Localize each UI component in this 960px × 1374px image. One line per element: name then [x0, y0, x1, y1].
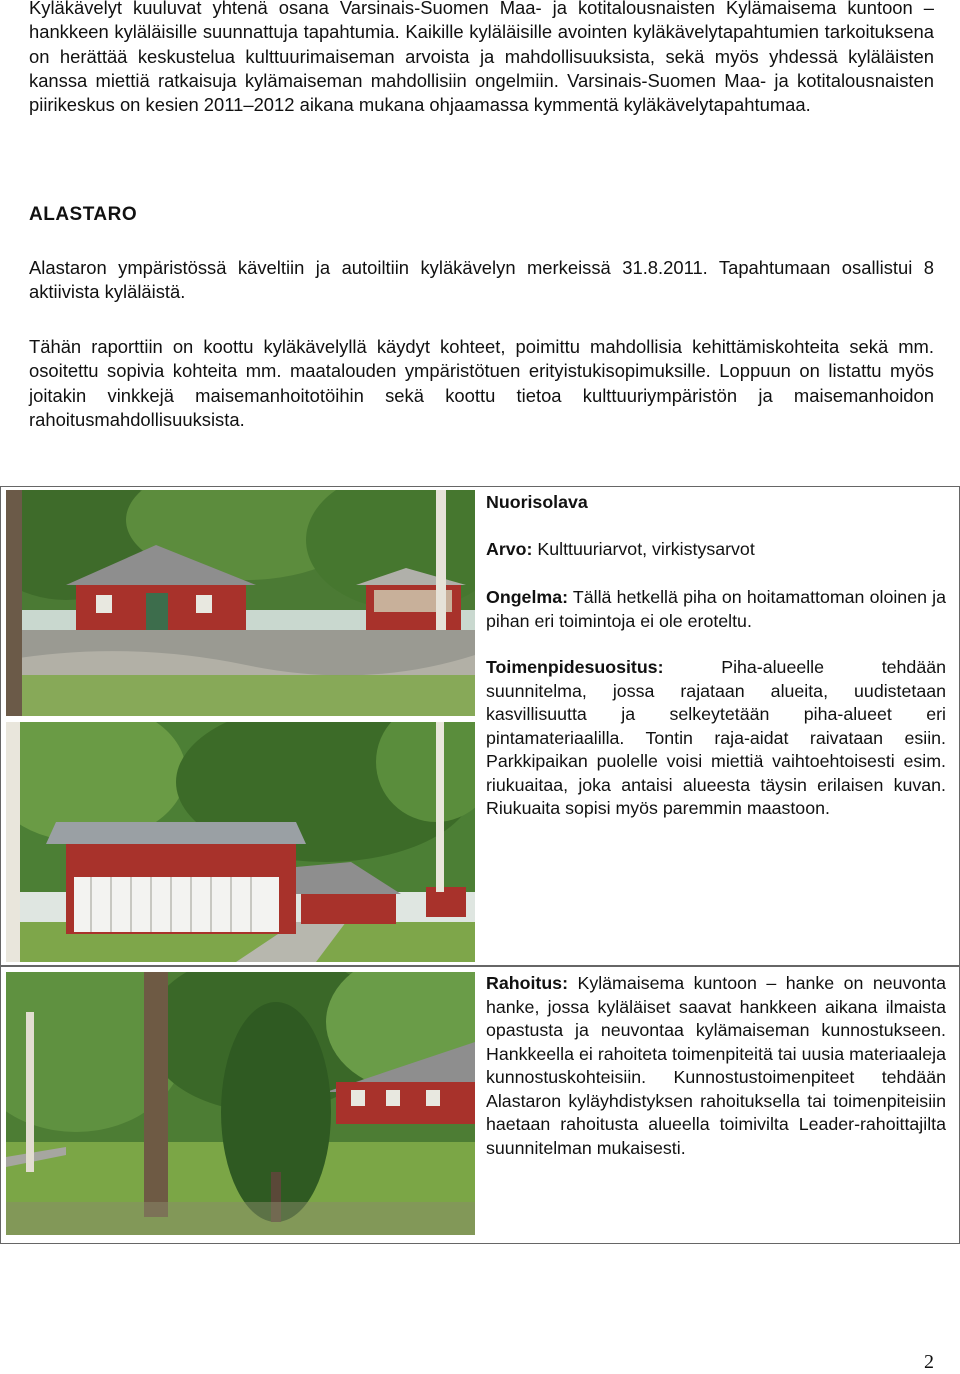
rahoitus-text: Kylämaisema kuntoon – hanke on neuvonta hanke, jossa kyläläiset saavat hankkeen aikana ilmaista opastusta ja neuvontaa kylämaiseman kunnostukseen. Hankkeella ei rahoiteta toimenpiteitä tai uusia materiaaleja kunnostuskohteisiin. Kunnostustoimenpiteet tehdään Alastaron kyläyhdistyksen rahoituksella tai toimenpiteisiin haetaan rahoitusta alueella toimivilta Leader-rahoittajilta suunnitelman mukaisesti. — [486, 973, 946, 1158]
ongelma-label: Ongelma: — [486, 587, 569, 607]
photo-nuorisolava-yard — [6, 490, 475, 716]
intro-paragraph: Kyläkävelyt kuuluvat yhtenä osana Varsinais-Suomen Maa- ja kotitalousnaisten Kylämaisema kuntoon – hankkeen kyläläisille suunnattuja tapahtumia. Kaikille kyläläisille avointen kyläkävelytapahtumien tarkoituksena on herättää keskustelua kulttuurimaiseman arvoista ja mahdollisuuksista, sekä myös yhdessä kyläläisten kanssa miettiä ratkaisuja kylämaiseman mahdollisiin ongelmiin. Varsinais-Suomen Maa- ja kotitalousnaisten piirikeskus on kesien 2011–2012 aikana mukana ohjaamassa kymmentä kyläkävelytapahtumaa. — [29, 0, 934, 116]
site-funding — [486, 972, 946, 1160]
toimen-label: Toimenpidesuositus: — [486, 657, 664, 677]
section-heading: ALASTARO — [29, 204, 138, 225]
event-paragraph: Alastaron ympäristössä käveltiin ja autoiltiin kyläkävelyn merkeissä 31.8.2011. Tapahtumaan osallistui 8 aktiivista kyläläistä. — [29, 257, 934, 303]
site-recommendation — [486, 656, 946, 821]
arvo-label: Arvo: — [486, 539, 533, 559]
arvo-text: Kulttuuriarvot, virkistysarvot — [532, 539, 755, 559]
rahoitus-label: Rahoitus: — [486, 973, 568, 993]
ongelma-text: Tällä hetkellä piha on hoitamattoman oloinen ja pihan eri toimintoja ei ole eroteltu. — [486, 587, 946, 631]
page-number: 2 — [924, 1351, 934, 1373]
report-paragraph: Tähän raporttiin on koottu kyläkävelyllä käydyt kohteet, poimittu mahdollisia kehittämiskohteita sekä mm. osoitettu sopivia kohteita mm. maatalouden ympäristötuen erityistukisopimuksille. Loppuun on listattu myös joitakin vinkkejä maisemanhoitotöihin sekä koottu tietoa kulttuuriympäristön ja maisemanhoidon rahoitusmahdollisuuksista. — [29, 336, 934, 430]
toimen-text: Piha-alueelle tehdään suunnitelma, jossa rajataan alueita, uudistetaan kasvillisuutta ja selkeytetään piha-alueet eri pintamateriaalilla. Tontin raja-aidat raivataan esiin. Parkkipaikan puolelle voisi miettiä vaihtoehtoisesti esim. riukuaitaa, joka antaisi alueesta täysin erilaisen kuvan. Riukuaita sopisi myös paremmin maastoon. — [486, 657, 946, 818]
photo-nuorisolava-shed — [6, 722, 475, 962]
site-value — [486, 538, 946, 562]
site-problem — [486, 586, 946, 633]
site-title: Nuorisolava — [486, 492, 588, 512]
photo-nuorisolava-trees — [6, 972, 475, 1235]
